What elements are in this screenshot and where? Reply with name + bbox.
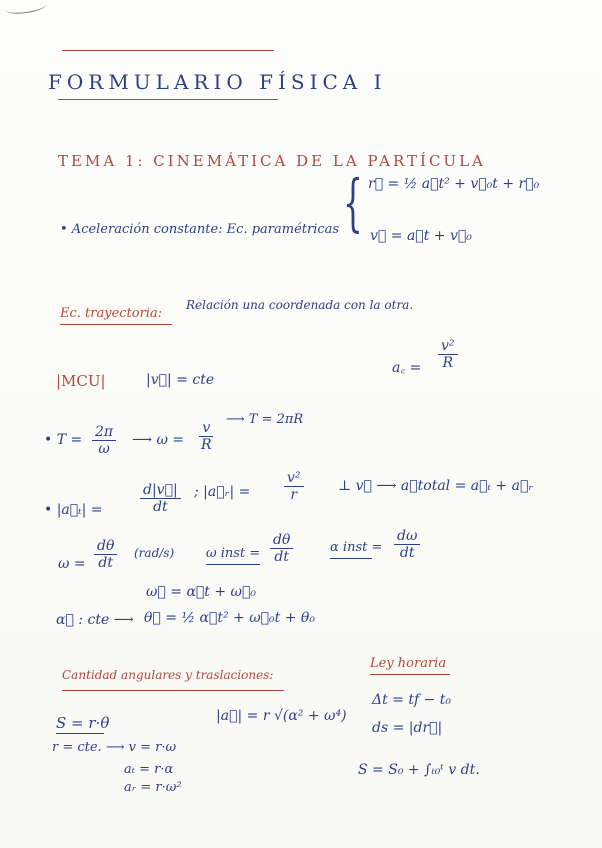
winst-lhs: ω inst = — [206, 546, 261, 561]
w-denominator: dt — [98, 555, 113, 571]
w-numerator: dθ — [94, 538, 117, 555]
alpha-numerator: dω — [394, 528, 420, 545]
alpha-cte-label: α⃗ : cte ⟶ — [56, 612, 134, 628]
ar-fraction — [284, 470, 304, 503]
ac-numerator: v² — [438, 338, 458, 355]
period-fraction — [92, 424, 116, 457]
w-fraction — [94, 538, 117, 571]
omega-lhs: ⟶ ω = — [132, 432, 185, 448]
delta-t-eq: Δt = tf − t₀ — [372, 692, 452, 708]
alpha-denominator: dt — [399, 545, 415, 561]
w-lhs: ω = — [58, 556, 86, 572]
ds-eq: ds = |dr⃗| — [372, 720, 443, 736]
trayectoria-text: Relación una coordenada con la otra. — [186, 298, 414, 312]
s-underline — [56, 733, 104, 734]
title-top-rule — [62, 50, 274, 51]
ac-fraction — [438, 338, 458, 371]
period-numerator: 2π — [92, 424, 116, 441]
s-equation: S = r·θ — [56, 714, 110, 732]
at-lhs: • |a⃗ₜ| = — [44, 502, 103, 518]
a-magnitude-eq: |a⃗| = r √(α² + ω⁴) — [216, 708, 347, 724]
at-denominator: dt — [153, 499, 168, 515]
eq-theta: θ⃗ = ½ α⃗t² + ω⃗₀t + θ₀ — [144, 610, 315, 626]
ar-denominator: r — [290, 487, 298, 503]
ac-lhs: a꜀ = — [392, 360, 422, 376]
s-integral-eq: S = S₀ + ∫ₜ₀ᵗ v dt. — [358, 762, 480, 778]
period-lhs: • T = — [44, 432, 83, 448]
mcu-label: |MCU| — [56, 372, 106, 390]
ar-numerator: v² — [284, 470, 304, 487]
angulares-heading: Cantidad angulares y traslaciones: — [62, 668, 274, 682]
trayectoria-underline — [60, 324, 172, 325]
corner-mark — [5, 0, 46, 16]
winst-numerator: dθ — [270, 532, 293, 549]
r-cte-eq: r = cte. ⟶ v = r·ω — [52, 740, 177, 755]
omega-denominator: R — [201, 437, 212, 453]
winst-fraction — [270, 532, 293, 565]
eq-velocity: v⃗ = a⃗t + v⃗₀ — [370, 228, 472, 244]
omega-numerator: v — [199, 420, 213, 437]
trayectoria-label: Ec. trayectoria: — [60, 306, 163, 321]
ac-denominator: R — [442, 355, 454, 371]
winst-denominator: dt — [274, 549, 289, 565]
page-title: FORMULARIO FÍSICA I — [48, 70, 387, 94]
ar-lhs: ; |a⃗ᵣ| = — [194, 484, 251, 500]
title-bottom-rule — [58, 99, 278, 100]
period-denominator: ω — [98, 441, 110, 457]
winst-underline — [206, 564, 260, 565]
ley-horaria-heading: Ley horaria — [370, 656, 447, 671]
angulares-underline — [62, 690, 284, 691]
ley-horaria-underline — [370, 674, 450, 675]
brace-symbol: { — [343, 166, 363, 239]
at-numerator: d|v⃗| — [140, 482, 181, 499]
mcu-condition: |v⃗| = cte — [146, 372, 215, 388]
ar-eq: aᵣ = r·ω² — [124, 780, 182, 795]
at-fraction — [140, 482, 181, 515]
alpha-lhs: α inst = — [330, 540, 383, 555]
eq-omega: ω⃗ = α⃗t + ω⃗₀ — [146, 584, 256, 600]
omega-fraction — [198, 420, 215, 453]
aceleracion-label: • Aceleración constante: Ec. paramétricas — [60, 222, 340, 237]
alpha-underline — [330, 558, 372, 559]
t-equation: ⟶ T = 2πR — [226, 412, 304, 427]
alpha-fraction — [394, 528, 420, 561]
w-unit: (rad/s) — [134, 546, 175, 560]
total-acceleration: ⊥ v⃗ ⟶ a⃗total = a⃗ₜ + a⃗ᵣ — [338, 478, 534, 494]
at-eq: aₜ = r·α — [124, 762, 174, 777]
section-heading-tema1: TEMA 1: CINEMÁTICA DE LA PARTÍCULA — [58, 152, 486, 170]
eq-position: r⃗ = ½ a⃗t² + v⃗₀t + r⃗₀ — [368, 176, 540, 192]
